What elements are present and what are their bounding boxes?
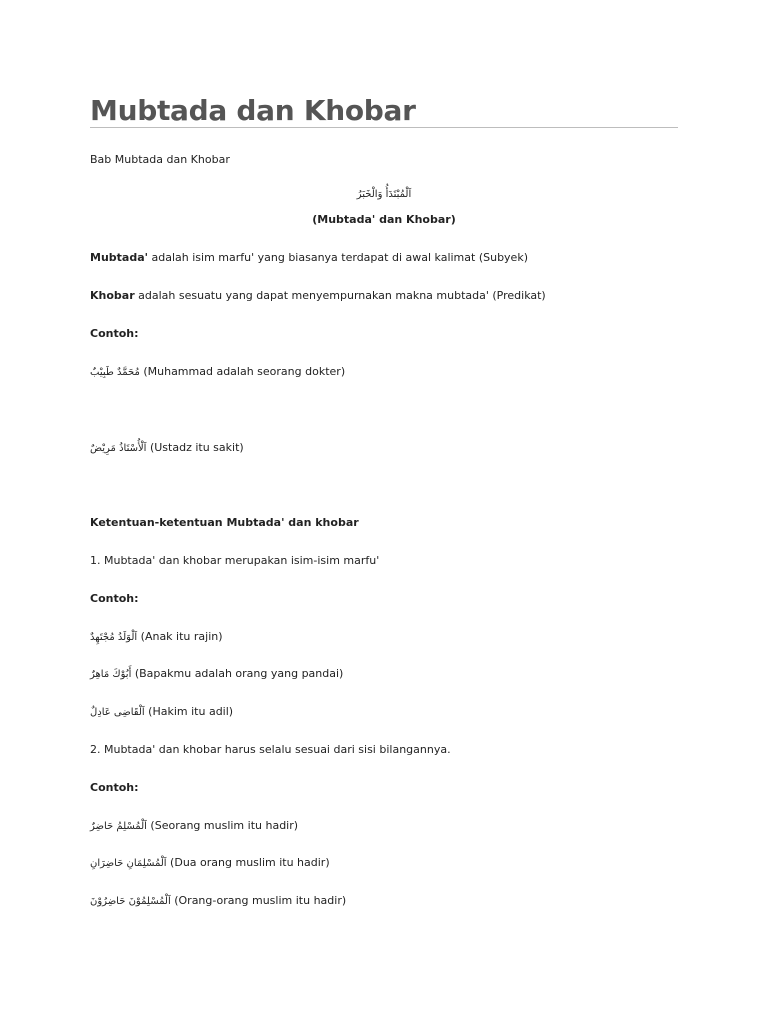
arabic-example: أَبُوْكَ مَاهِرٌ (90, 669, 132, 680)
rule-1: 1. Mubtada' dan khobar merupakan isim-isim marfu' (90, 554, 380, 567)
rule-2: 2. Mubtada' dan khobar harus selalu sesuai dari sisi bilangannya. (90, 743, 451, 756)
definition-text: adalah sesuatu yang dapat menyempurnakan makna mubtada' (Predikat) (134, 289, 546, 302)
example-line (90, 894, 346, 909)
section-heading: Ketentuan-ketentuan Mubtada' dan khobar (90, 516, 359, 529)
definition-mubtada (90, 251, 528, 265)
arabic-example: اَلْمُسْلِمُوْنَ حَاضِرُوْنَ (90, 896, 171, 907)
title-divider (90, 127, 678, 128)
example-translation: (Ustadz itu sakit) (146, 441, 244, 454)
example-line (90, 441, 244, 456)
example-line (90, 705, 233, 720)
example-translation: (Anak itu rajin) (137, 630, 223, 643)
section-title: (Mubtada' dan Khobar) (312, 213, 456, 226)
contoh-label: Contoh: (90, 327, 139, 340)
term-mubtada: Mubtada' (90, 251, 148, 264)
document-subtitle: Bab Mubtada dan Khobar (90, 153, 230, 166)
arabic-example: اَلْمُسْلِمَانِ حَاضِرَانِ (90, 858, 167, 869)
example-line (90, 856, 330, 871)
arabic-heading: اَلْمُبْتَدَأُ وَالْخَبَرُ (356, 189, 412, 200)
contoh-label: Contoh: (90, 781, 139, 794)
example-line (90, 365, 345, 380)
example-line (90, 667, 343, 682)
definition-khobar (90, 289, 546, 303)
contoh-label: Contoh: (90, 592, 139, 605)
arabic-example: اَلْمُسْلِمُ حَاضِرٌ (90, 821, 147, 832)
example-translation: (Seorang muslim itu hadir) (146, 819, 299, 832)
arabic-example: اَلْقَاضِى عَادِلٌ (90, 707, 145, 718)
document-title: Mubtada dan Khobar (90, 94, 416, 127)
example-translation: (Bapakmu adalah orang yang pandai) (131, 667, 344, 680)
definition-text: adalah isim marfu' yang biasanya terdapat di awal kalimat (Subyek) (148, 251, 528, 264)
arabic-example: مُحَمَّدٌ طَبِيْبٌ (90, 367, 140, 378)
example-translation: (Hakim itu adil) (144, 705, 234, 718)
example-translation: (Muhammad adalah seorang dokter) (139, 365, 346, 378)
example-translation: (Dua orang muslim itu hadir) (166, 856, 330, 869)
arabic-example: اَلْوَلَدُ مُجْتَهِدٌ (90, 632, 138, 643)
example-translation: (Orang-orang muslim itu hadir) (170, 894, 347, 907)
arabic-example: اَلْأُسْتَاذُ مَرِيْضٌ (90, 443, 147, 454)
example-line (90, 630, 223, 645)
example-line (90, 819, 298, 834)
term-khobar: Khobar (90, 289, 135, 302)
